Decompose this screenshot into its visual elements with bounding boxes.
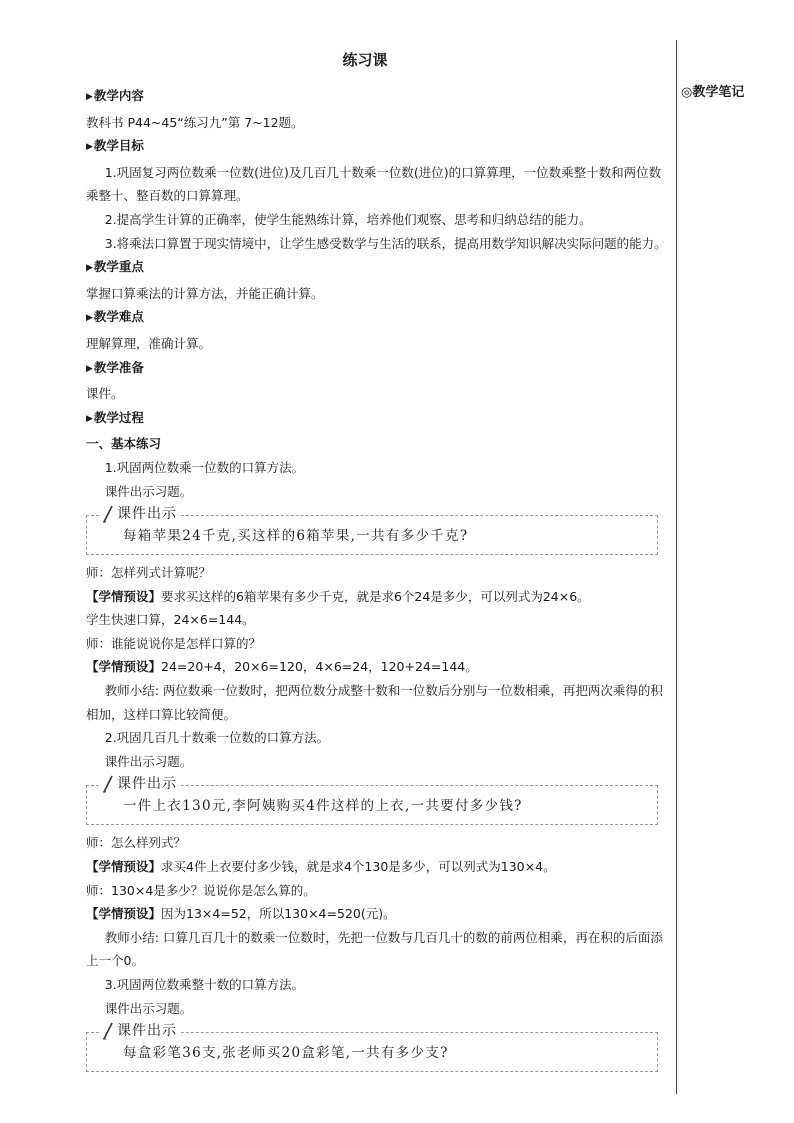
difficulty-text: 理解算理，准确计算。 — [86, 335, 212, 351]
triangle-right-icon: ▶ — [86, 313, 93, 324]
courseware-box — [86, 506, 658, 555]
page-title: 练习课 — [342, 51, 388, 69]
notes-label: ◎教学笔记 — [681, 85, 745, 100]
prep-text: 课件。 — [86, 386, 124, 402]
student-answer: 【学情预设】因为13×4=52，所以130×4=520(元)。 — [86, 906, 396, 922]
exercise-show: 课件出示习题。 — [104, 483, 193, 499]
section-heading-prep: ▶教学准备 — [86, 359, 144, 375]
section-heading-process: ▶教学过程 — [86, 409, 144, 425]
courseware-box — [86, 776, 658, 825]
courseware-question: 每箱苹果24千克,买这样的6箱苹果,一共有多少千克? — [123, 528, 469, 545]
courseware-box — [86, 1023, 658, 1072]
goal-item: 3.将乘法口算置于现实情境中，让学生感受数学与生活的联系，提高用数学知识解决实际问题的能力。 — [104, 235, 667, 251]
teacher-question: 师：谁能说说你是怎样口算的？ — [86, 635, 262, 651]
triangle-right-icon: ▶ — [86, 92, 93, 102]
courseware-question: 每盒彩笔36支,张老师买20盒彩笔,一共有多少支? — [123, 1045, 449, 1062]
teacher-question: 师：怎么样列式？ — [86, 835, 187, 851]
content-text: 教科书 P44~45“练习九”第 7~12题。 — [86, 114, 304, 130]
student-answer: 【学情预设】要求买这样的6箱苹果有多少千克，就是求6个24是多少，可以列式为24×6。 — [86, 588, 590, 604]
section-heading-goals: ▶教学目标 — [86, 138, 144, 154]
courseware-label: 课件出示 — [99, 505, 181, 523]
exercise-title: 3.巩固两位数乘整十数的口算方法。 — [104, 977, 305, 992]
key-text: 掌握口算乘法的计算方法，并能正确计算。 — [86, 285, 324, 301]
goal-item: 2.提高学生计算的正确率，使学生能熟练计算，培养他们观察、思考和归纳总结的能力。 — [104, 211, 592, 227]
part-heading: 一、基本练习 — [86, 436, 162, 452]
pen-icon — [101, 505, 115, 523]
notes-divider — [676, 40, 677, 1094]
section-heading-content: ▶教学内容 — [86, 88, 144, 103]
courseware-label: 课件出示 — [99, 1022, 181, 1040]
student-answer: 学生快速口算，24×6=144。 — [86, 612, 255, 628]
section-heading-key: ▶教学重点 — [86, 259, 144, 275]
student-answer: 【学情预设】24=20+4，20×6=120，4×6=24，120+24=144。 — [86, 659, 478, 675]
section-heading-difficulty: ▶教学难点 — [86, 309, 144, 325]
student-answer: 【学情预设】求买4件上衣要付多少钱，就是求4个130是多少，可以列式为130×4。 — [86, 859, 556, 875]
triangle-right-icon: ▶ — [86, 142, 93, 153]
triangle-right-icon: ▶ — [86, 363, 93, 374]
pen-icon — [101, 1022, 115, 1040]
exercise-title: 2.巩固几百几十数乘一位数的口算方法。 — [104, 730, 330, 746]
teacher-question: 师：130×4是多少？说说你是怎么算的。 — [86, 882, 316, 898]
teacher-summary: 教师小结: 口算几百几十的数乘一位数时，先把一位数与几百几十的数的前两位相乘，再在积的后面添上一个0。 — [86, 929, 663, 969]
triangle-right-icon: ▶ — [86, 263, 93, 274]
triangle-right-icon: ▶ — [86, 413, 93, 424]
courseware-label: 课件出示 — [99, 775, 181, 793]
exercise-show: 课件出示习题。 — [104, 753, 193, 769]
teacher-summary: 教师小结: 两位数乘一位数时，把两位数分成整十数和一位数后分别与一位数相乘，再把两次乘得的积相加，这样口算比较简便。 — [86, 683, 663, 722]
pen-icon — [101, 775, 115, 793]
exercise-title: 1.巩固两位数乘一位数的口算方法。 — [104, 459, 305, 475]
exercise-show: 课件出示习题。 — [104, 1000, 193, 1016]
teacher-question: 师：怎样列式计算呢？ — [86, 565, 212, 581]
courseware-question: 一件上衣130元,李阿姨购买4件这样的上衣,一共要付多少钱? — [123, 798, 523, 815]
lesson-body — [86, 84, 670, 1078]
goal-item: 1.巩固复习两位数乘一位数(进位)及几百几十数乘一位数(进位)的口算算理，一位数乘整十数和两位数乘整十、整百数的口算算理。 — [86, 164, 662, 204]
